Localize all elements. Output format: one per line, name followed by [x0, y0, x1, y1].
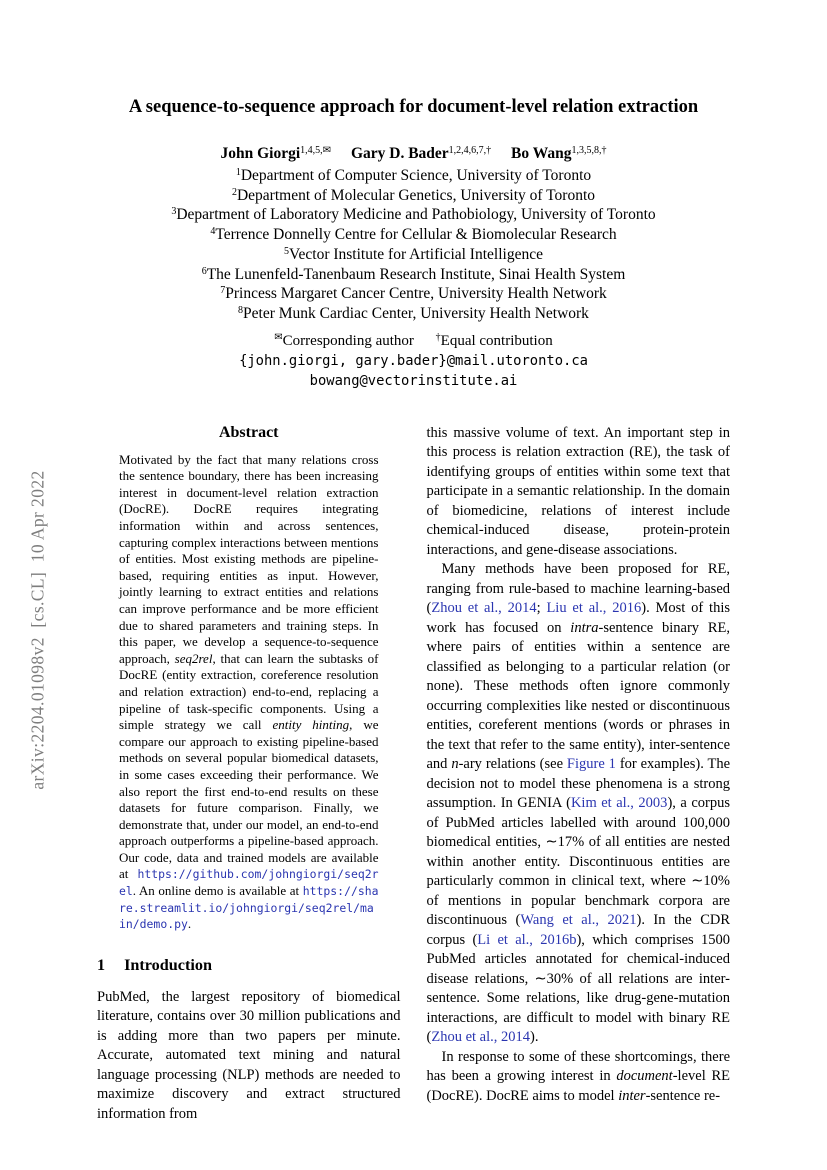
email-line: bowang@vectorinstitute.ai: [309, 372, 518, 389]
text-run: , that can learn the subtasks of DocRE (entity extraction, coreference resolution and relation extraction) end-to-end, replacing a pipeline of task-specific components. Using a simple strategy we call: [119, 650, 379, 733]
paragraph: [97, 988, 401, 1125]
affiliation-superscript: 5: [284, 245, 290, 257]
paragraph: [427, 1048, 731, 1107]
author: [511, 145, 606, 162]
section-title: Introduction: [124, 955, 212, 974]
section-number: 1: [97, 955, 106, 974]
right-column: [427, 424, 731, 1125]
citation-link[interactable]: Wang et al., 2021: [520, 912, 637, 929]
author-superscript: 1,3,5,8,†: [571, 145, 607, 156]
text-run: ;: [536, 600, 547, 617]
paper-content: [97, 0, 730, 1124]
affiliation-superscript: 3: [171, 206, 177, 218]
text-run: ).: [530, 1029, 539, 1046]
citation-link[interactable]: Zhou et al., 2014: [431, 600, 537, 617]
paragraph: [427, 560, 731, 1048]
envelope-icon: ✉: [274, 331, 283, 343]
text-run: ), which comprises 1500 PubMed articles annotated for chemical-induced disease relations, ∼30% of all relations are inter-sentence. Some relations, like drug-gene-mutation interactions, are difficult to model with binary RE (: [426, 931, 730, 1046]
affiliation-line: [97, 265, 730, 285]
left-column: [97, 424, 401, 1125]
note-text: Corresponding author: [282, 332, 414, 349]
url-link[interactable]: https://share.streamlit.io/johngiorgi/seq2rel/main/demo.py: [119, 884, 379, 932]
author-superscript: 1,2,4,6,7,†: [448, 145, 492, 156]
affiliation-line: [97, 186, 730, 206]
text-run: -level RE (DocRE). DocRE aims to model: [426, 1068, 730, 1104]
two-column-body: [97, 424, 730, 1125]
citation-link[interactable]: Liu et al., 2016: [546, 600, 642, 617]
affiliation-text: Vector Institute for Artificial Intelligence: [289, 245, 543, 263]
affiliation-text: The Lunenfeld-Tanenbaum Research Institute, Sinai Health System: [206, 265, 626, 283]
affiliation-line: [97, 205, 730, 225]
affiliation-superscript: 4: [210, 226, 216, 238]
corresponding-author-note: [274, 333, 414, 349]
section-heading-introduction: [97, 956, 401, 975]
italic-text: seq2rel: [174, 650, 213, 666]
affiliations-list: [97, 166, 730, 324]
text-run: ). In the CDR corpus (: [426, 912, 731, 948]
text-run: ). Most of this work has focused on: [426, 600, 730, 636]
text-run: . An online demo is available at: [132, 883, 303, 899]
text-run: for examples). The decision not to model these phenomena is a strong assumption. In GENIA (: [426, 756, 731, 812]
dagger-icon: †: [435, 331, 441, 343]
text-run: In response to some of these shortcomings, there has been a growing interest in: [426, 1048, 730, 1085]
author-name: John Giorgi: [220, 145, 301, 162]
affiliation-superscript: 1: [235, 167, 241, 178]
affiliation-superscript: 2: [231, 186, 237, 198]
affiliation-text: Department of Molecular Genetics, University of Toronto: [236, 186, 596, 204]
text-run: Motivated by the fact that many relations cross the sentence boundary, there has been increasing interest in document-level relation extraction (DocRE). DocRE requires integrating information within and across sentences, capturing complex interactions between mentions of entities. Most existing methods are pipeline-based, requiring entities as input. However, jointly learning to extract entities and relations can improve performance and be more efficient due to shared parameters and training steps. In this paper, we develop a sequence-to-sequence approach,: [119, 451, 379, 666]
text-run: , we compare our approach to existing pipeline-based methods on several popular biomedical datasets, in some cases exceeding their performance. We also report the first end-to-end results on these datasets for future comparison. Finally, we demonstrate that, under our model, an end-to-end approach outperforms a pipeline-based approach. Our code, data and trained models are available at: [119, 717, 379, 882]
author-notes: [97, 331, 730, 351]
affiliation-superscript: 6: [201, 265, 207, 277]
italic-text: entity hinting: [272, 717, 350, 733]
paragraph: [427, 424, 731, 561]
affiliation-text: Peter Munk Cardiac Center, University Health Network: [243, 304, 589, 322]
affiliation-text: Department of Computer Science, University of Toronto: [240, 167, 592, 184]
text-run: -sentence binary RE, where pairs of entities within a sentence are classified as belonging to a particular relation (or none). These methods often ignore commonly occurring complexities like nested or discontinuous entities, coreferent mentions (words or phrases in the text that refer to the same entity), inter-sentence and: [426, 619, 730, 773]
italic-text: document: [616, 1068, 673, 1085]
author-name: Bo Wang: [511, 145, 572, 162]
affiliation-text: Terrence Donnelly Centre for Cellular & Biomolecular Research: [215, 226, 617, 244]
affiliation-line: [97, 284, 730, 304]
abstract-section: [97, 424, 401, 933]
author: [221, 145, 332, 162]
affiliation-line: [97, 225, 730, 245]
author: [351, 145, 491, 162]
arxiv-watermark: arXiv:2204.01098v2 [cs.CL] 10 Apr 2022: [27, 470, 48, 790]
citation-link[interactable]: Figure 1: [566, 756, 616, 773]
italic-text: intra: [570, 619, 599, 636]
italic-text: n: [451, 756, 459, 773]
email-line: {john.giorgi, gary.bader}@mail.utoronto.ca: [239, 352, 588, 369]
equal-contribution-note: [436, 333, 553, 349]
text-run: -ary relations (see: [458, 756, 567, 773]
text-run: Many methods have been proposed for RE, ranging from rule-based to machine learning-based (: [426, 561, 730, 617]
abstract-text: [119, 452, 379, 933]
text-run: PubMed, the largest repository of biomedical literature, contains over 30 million publications and is adding more than two papers per minute. Accurate, automated text mining and natural language processing (NLP) methods are needed to maximize discovery and extract structured information from: [97, 988, 401, 1122]
url-link[interactable]: https://github.com/johngiorgi/seq2rel: [119, 867, 379, 899]
affiliation-text: Princess Margaret Cancer Centre, University Health Network: [225, 285, 607, 303]
affiliation-line: [97, 245, 730, 265]
author-line: [97, 145, 730, 163]
text-run: ), a corpus of PubMed articles labelled with around 100,000 biomedical entities, ∼17% of all entities are nested within another entity. Discontinuous entities are particularly common in clinical text, where ∼10% of mentions in popular benchmark corpora are discontinuous (: [426, 795, 731, 929]
affiliation-text: Department of Laboratory Medicine and Pathobiology, University of Toronto: [176, 206, 656, 224]
text-run: this massive volume of text. An important step in this process is relation extraction (RE), the task of identifying groups of entities within some text that participate in a semantic relationship. In the domain of biomedicine, relations of interest include chemical-induced disease, protein-protein interactions, and gene-disease associations.: [426, 424, 730, 558]
italic-text: inter: [618, 1087, 646, 1104]
abstract-heading: Abstract: [218, 423, 279, 441]
citation-link[interactable]: Kim et al., 2003: [570, 795, 668, 812]
affiliation-line: [97, 166, 730, 186]
paper-title: A sequence-to-sequence approach for document-level relation extraction: [128, 97, 699, 117]
text-run: .: [187, 916, 192, 932]
text-run: -sentence re-: [645, 1087, 721, 1104]
author-superscript: 1,4,5,✉: [300, 145, 332, 156]
citation-link[interactable]: Zhou et al., 2014: [431, 1029, 531, 1046]
author-name: Gary D. Bader: [350, 145, 449, 162]
affiliation-line: [97, 304, 730, 324]
affiliation-superscript: 8: [238, 304, 244, 316]
affiliation-superscript: 7: [220, 285, 226, 297]
citation-link[interactable]: Li et al., 2016b: [477, 931, 577, 948]
note-text: Equal contribution: [440, 332, 553, 349]
